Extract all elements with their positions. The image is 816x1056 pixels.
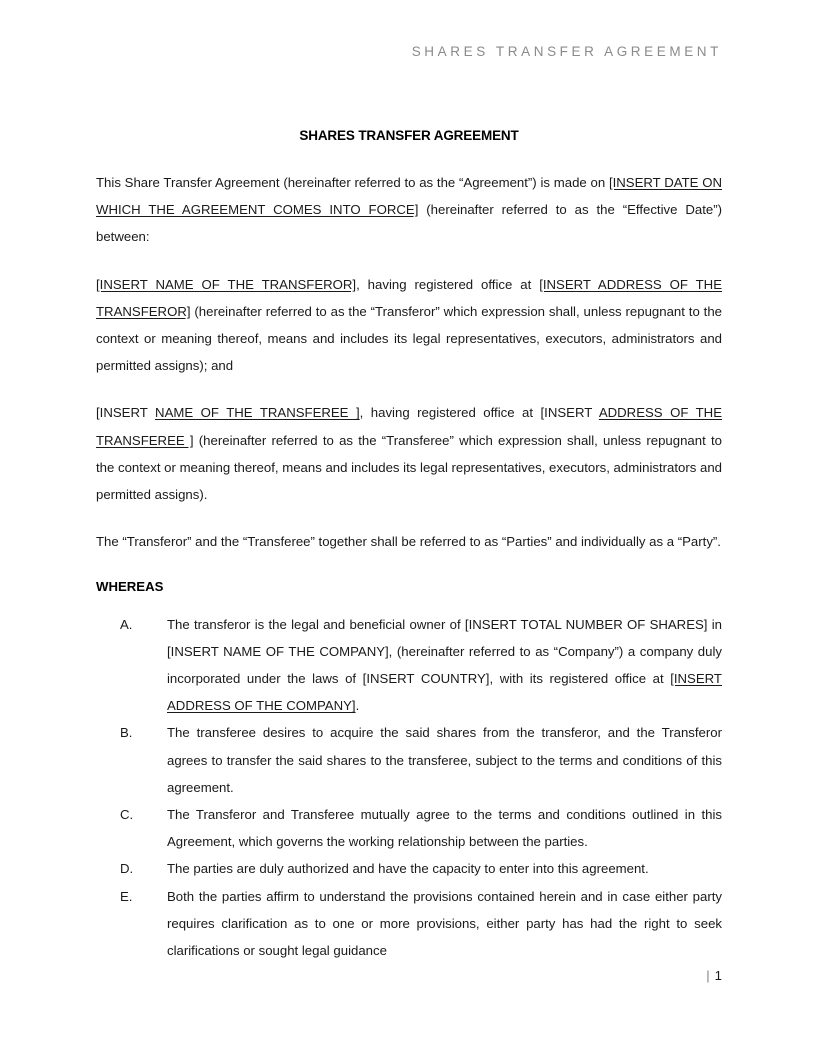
paragraph-transferor-text-2: (hereinafter referred to as the “Transferor” which expression shall, unless repugnant to the context or meaning thereof, means and includes its legal representatives, executors, administrators and permitted assigns); and — [96, 303, 722, 374]
list-item-text-1: The transferor is the legal and beneficial owner of [INSERT TOTAL NUMBER OF SHARES] in [INSERT NAME OF THE COMPANY], (hereinafter referred to as “Company”) a company duly incorporated under the laws of [INSERT COUNTRY], with its registered office at — [167, 616, 722, 687]
page-number: 1 — [714, 968, 722, 983]
list-item-text: The Transferor and Transferee mutually agree to the terms and conditions outlined in this Agreement, which governs the working relationship between the parties. — [167, 807, 722, 850]
paragraph-transferor — [96, 271, 722, 380]
list-item-marker: D. — [120, 861, 134, 877]
paragraph-parties-definition: The “Transferor” and the “Transferee” together shall be referred to as “Parties” and individually as a “Party”. — [96, 534, 721, 550]
footer-separator: | — [706, 968, 710, 983]
placeholder-company-address: [INSERT ADDRESS OF THE COMPANY] — [167, 671, 722, 714]
paragraph-preamble — [96, 169, 722, 251]
list-item-text: The parties are duly authorized and have the capacity to enter into this agreement. — [167, 861, 649, 877]
placeholder-transferee-address: ADDRESS OF THE TRANSFEREE ] — [96, 405, 723, 448]
paragraph-transferor-text-1: , having registered office at — [356, 276, 540, 292]
running-header-title: SHARES TRANSFER AGREEMENT — [411, 44, 722, 59]
paragraph-transferee-text-1: , having registered office at [INSERT — [359, 405, 599, 421]
paragraph-preamble-text-1: This Share Transfer Agreement (hereinafter referred to as the “Agreement”) is made on — [96, 175, 609, 190]
list-item — [120, 801, 722, 855]
whereas-heading: WHEREAS — [96, 579, 164, 595]
recitals-list — [96, 611, 722, 965]
placeholder-transferee-name: NAME OF THE TRANSFEREE ] — [155, 405, 360, 421]
placeholder-transferor-name: [INSERT NAME OF THE TRANSFEROR] — [96, 276, 357, 292]
paragraph-transferee-text-2: (hereinafter referred to as the “Transferee” which expression shall, unless repugnant to the context or meaning thereof, means and includes its legal representatives, executors, administrators and permitted assigns). — [96, 432, 723, 503]
list-item-text — [167, 611, 722, 720]
placeholder-effective-date: [INSERT DATE ON WHICH THE AGREEMENT COMES INTO FORCE] — [96, 175, 722, 218]
list-item-text-2: . — [355, 698, 360, 714]
placeholder-transferor-address: [INSERT ADDRESS OF THE TRANSFEROR] — [96, 276, 722, 319]
list-item — [120, 855, 722, 882]
list-item — [120, 611, 722, 720]
paragraph-preamble-text-2: (hereinafter referred to as the “Effective Date”) between: — [96, 202, 722, 245]
paragraph-transferee — [96, 399, 722, 508]
list-item-text: The transferee desires to acquire the said shares from the transferor, and the Transferor agrees to transfer the said shares to the transferee, subject to the terms and conditions of this agreement. — [167, 725, 722, 795]
list-item-marker: B. — [120, 725, 133, 741]
page-footer — [96, 968, 722, 983]
list-item-text: Both the parties affirm to understand the provisions contained herein and in case either party requires clarification as to one or more provisions, either party has had the right to seek clarifications or sought legal guidance — [167, 888, 722, 959]
list-item-marker: A. — [120, 616, 133, 632]
paragraph-transferee-text-0: [INSERT — [96, 405, 156, 421]
list-item-marker: E. — [120, 888, 133, 904]
page-title: SHARES TRANSFER AGREEMENT — [299, 128, 519, 143]
list-item — [120, 883, 722, 965]
list-item-marker: C. — [120, 807, 134, 823]
list-item — [120, 719, 722, 801]
document-body — [96, 128, 722, 964]
